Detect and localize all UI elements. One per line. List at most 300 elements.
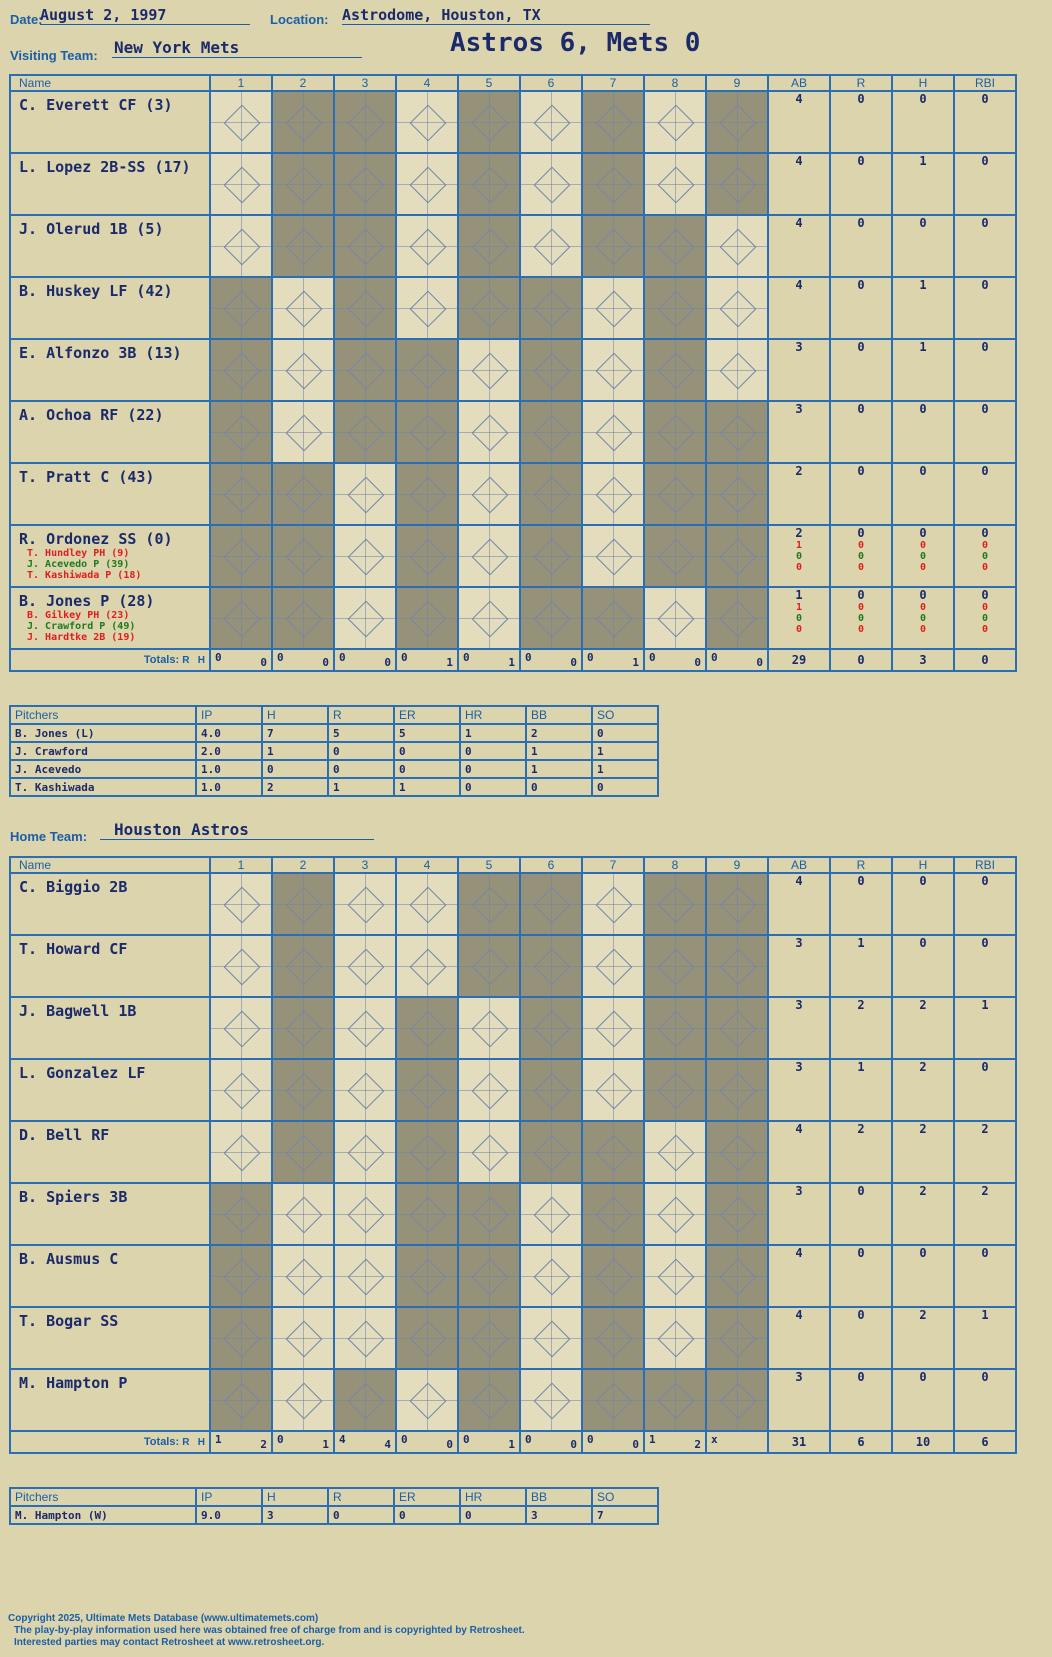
pitcher-stat: 0 — [394, 742, 460, 760]
substitute-name: J. Hardtke 2B (19) — [27, 632, 136, 643]
at-bat-box — [706, 339, 768, 401]
pitcher-stat: 3 — [262, 1506, 328, 1524]
at-bat-box — [458, 1369, 520, 1431]
at-bat-box — [210, 401, 272, 463]
mets-stat-header: R — [830, 75, 892, 91]
at-bat-box — [520, 215, 582, 277]
batter-stat-cell — [892, 1059, 954, 1121]
base-diamond — [720, 291, 757, 328]
stat-value: 2 — [795, 464, 803, 478]
inning-total — [520, 1431, 582, 1453]
at-bat-box — [706, 1059, 768, 1121]
pitcher-stat: 0 — [460, 760, 526, 778]
base-diamond — [410, 601, 447, 638]
at-bat-box — [582, 401, 644, 463]
base-diamond — [224, 477, 261, 514]
mets-stat-header: H — [892, 75, 954, 91]
at-bat-box — [210, 1369, 272, 1431]
stat-value: 2 — [857, 998, 865, 1012]
pitcher-stat-header: BB — [526, 1488, 592, 1506]
pitcher-row — [10, 1506, 658, 1524]
mets-inning-header: 5 — [458, 75, 520, 91]
base-diamond — [286, 105, 323, 142]
stat-value: 1 — [857, 936, 865, 950]
inning-runs: 0 — [277, 1433, 284, 1446]
base-diamond — [348, 539, 385, 576]
astros-stat-header: R — [830, 857, 892, 873]
mets-scorecard — [9, 74, 1017, 672]
base-diamond — [224, 353, 261, 390]
base-diamond — [348, 1259, 385, 1296]
batter-name: M. Hampton P — [19, 1374, 128, 1392]
base-diamond — [534, 887, 571, 924]
pitcher-stat: 0 — [592, 778, 658, 796]
pitcher-stat-header: SO — [592, 706, 658, 724]
batter-stat-cell — [830, 153, 892, 215]
sub-stat-value: 0 — [857, 602, 865, 613]
location-label: Location: — [270, 12, 329, 27]
batter-stat-cell — [830, 463, 892, 525]
astros-batter-row — [10, 1245, 1016, 1307]
base-diamond — [720, 477, 757, 514]
batter-stat-cell — [954, 401, 1016, 463]
base-diamond — [286, 477, 323, 514]
at-bat-box — [644, 1245, 706, 1307]
pitcher-stat: 0 — [460, 742, 526, 760]
astros-batter-row — [10, 873, 1016, 935]
base-diamond — [472, 1073, 509, 1110]
base-diamond — [720, 601, 757, 638]
batter-stat-cell — [892, 997, 954, 1059]
base-diamond — [596, 1321, 633, 1358]
base-diamond — [658, 291, 695, 328]
batter-stat-cell — [768, 1307, 830, 1369]
stat-value: 0 — [981, 1370, 989, 1384]
at-bat-box — [334, 339, 396, 401]
stat-value: 1 — [857, 1060, 865, 1074]
pitcher-stat-header: Pitchers — [10, 1488, 196, 1506]
totals-label: Totals: R H — [10, 1431, 210, 1453]
batter-cell — [10, 153, 210, 215]
batter-name: J. Bagwell 1B — [19, 1002, 137, 1020]
inning-runs: 0 — [401, 1433, 408, 1446]
base-diamond — [658, 887, 695, 924]
base-diamond — [534, 1011, 571, 1048]
base-diamond — [472, 415, 509, 452]
pitcher-stat: 5 — [394, 724, 460, 742]
stat-value: 3 — [795, 936, 803, 950]
at-bat-box — [334, 1369, 396, 1431]
at-bat-box — [520, 935, 582, 997]
mets-inning-header: 1 — [210, 75, 272, 91]
batter-stat-cell — [892, 1121, 954, 1183]
batter-stat-cell — [954, 277, 1016, 339]
at-bat-box — [706, 91, 768, 153]
batter-name: R. Ordonez SS (0) — [19, 530, 173, 548]
pitcher-stat-header: Pitchers — [10, 706, 196, 724]
mets-inning-header: 8 — [644, 75, 706, 91]
at-bat-box — [396, 463, 458, 525]
stat-value: 0 — [857, 874, 865, 888]
at-bat-box — [272, 935, 334, 997]
batter-stat-cell — [830, 1307, 892, 1369]
base-diamond — [472, 167, 509, 204]
stat-value: 2 — [919, 1122, 927, 1136]
at-bat-box — [706, 463, 768, 525]
base-diamond — [224, 1073, 261, 1110]
batter-stat-cell — [830, 91, 892, 153]
inning-hits: 2 — [694, 1438, 701, 1451]
at-bat-box — [272, 1059, 334, 1121]
pitcher-stat: 1.0 — [196, 760, 262, 778]
batter-stat-cell — [830, 935, 892, 997]
inning-runs: 0 — [401, 651, 408, 664]
at-bat-box — [272, 153, 334, 215]
at-bat-box — [272, 215, 334, 277]
inning-hits: 1 — [446, 656, 453, 669]
astros-inning-header: 3 — [334, 857, 396, 873]
at-bat-box — [396, 873, 458, 935]
at-bat-box — [334, 587, 396, 649]
batter-stat-cell — [768, 1059, 830, 1121]
base-diamond — [348, 949, 385, 986]
at-bat-box — [582, 1183, 644, 1245]
batter-cell — [10, 339, 210, 401]
base-diamond — [472, 1383, 509, 1420]
base-diamond — [658, 1073, 695, 1110]
at-bat-box — [706, 1183, 768, 1245]
pitcher-stat: 9.0 — [196, 1506, 262, 1524]
pitcher-stat: 0 — [460, 778, 526, 796]
substitute-name: B. Gilkey PH (23) — [27, 610, 130, 621]
base-diamond — [472, 105, 509, 142]
total-stat: 10 — [892, 1431, 954, 1453]
base-diamond — [658, 1135, 695, 1172]
inning-hits: 2 — [260, 1438, 267, 1451]
base-diamond — [224, 1011, 261, 1048]
stat-value: 0 — [919, 936, 927, 950]
at-bat-box — [644, 91, 706, 153]
batter-name: E. Alfonzo 3B (13) — [19, 344, 182, 362]
at-bat-box — [396, 1059, 458, 1121]
at-bat-box — [396, 935, 458, 997]
substitute-name: J. Crawford P (49) — [27, 621, 136, 632]
at-bat-box — [582, 525, 644, 587]
at-bat-box — [334, 153, 396, 215]
pitcher-stat: 0 — [592, 724, 658, 742]
batter-stat-cell — [892, 463, 954, 525]
base-diamond — [534, 1197, 571, 1234]
at-bat-box — [334, 1245, 396, 1307]
batter-stat-cell — [768, 1183, 830, 1245]
mets-name-header: Name — [10, 75, 210, 91]
base-diamond — [596, 167, 633, 204]
stat-value: 0 — [919, 402, 927, 416]
at-bat-box — [644, 1121, 706, 1183]
base-diamond — [410, 1259, 447, 1296]
base-diamond — [596, 229, 633, 266]
base-diamond — [534, 1135, 571, 1172]
sub-stat-value: 0 — [919, 551, 927, 562]
stat-value: 0 — [981, 526, 989, 540]
pitcher-row — [10, 778, 658, 796]
base-diamond — [596, 1383, 633, 1420]
pitcher-stat: 2.0 — [196, 742, 262, 760]
inning-total — [334, 649, 396, 671]
base-diamond — [720, 1383, 757, 1420]
pitcher-stat: 4.0 — [196, 724, 262, 742]
stat-value: 2 — [919, 1060, 927, 1074]
at-bat-box — [644, 935, 706, 997]
at-bat-box — [582, 1307, 644, 1369]
at-bat-box — [520, 587, 582, 649]
pitcher-stat: 0 — [328, 742, 394, 760]
base-diamond — [534, 353, 571, 390]
sub-stat-value: 0 — [919, 602, 927, 613]
stat-value: 1 — [919, 278, 927, 292]
inning-runs: 0 — [587, 651, 594, 664]
stat-value: 0 — [981, 464, 989, 478]
total-stat: 29 — [768, 649, 830, 671]
game-location: Astrodome, Houston, TX — [342, 6, 650, 25]
at-bat-box — [458, 91, 520, 153]
at-bat-box — [644, 215, 706, 277]
batter-stat-cell — [954, 1245, 1016, 1307]
stat-value: 2 — [795, 526, 803, 540]
base-diamond — [596, 1197, 633, 1234]
at-bat-box — [334, 1121, 396, 1183]
astros-inning-header: 7 — [582, 857, 644, 873]
base-diamond — [472, 1197, 509, 1234]
base-diamond — [348, 1321, 385, 1358]
pitcher-row — [10, 724, 658, 742]
batter-name: L. Gonzalez LF — [19, 1064, 146, 1082]
stat-value: 0 — [857, 1246, 865, 1260]
base-diamond — [534, 105, 571, 142]
stat-value: 2 — [919, 1184, 927, 1198]
inning-runs: 0 — [587, 1433, 594, 1446]
base-diamond — [720, 1259, 757, 1296]
base-diamond — [596, 415, 633, 452]
base-diamond — [534, 415, 571, 452]
base-diamond — [534, 477, 571, 514]
at-bat-box — [396, 401, 458, 463]
inning-runs: 0 — [649, 651, 656, 664]
base-diamond — [410, 949, 447, 986]
batter-stat-cell — [830, 215, 892, 277]
at-bat-box — [582, 215, 644, 277]
astros-name-header: Name — [10, 857, 210, 873]
inning-total — [210, 649, 272, 671]
batter-stat-cell — [768, 997, 830, 1059]
batter-stat-cell — [892, 339, 954, 401]
at-bat-box — [396, 1245, 458, 1307]
game-date: August 2, 1997 — [40, 6, 250, 25]
at-bat-box — [644, 873, 706, 935]
mets-inning-header: 3 — [334, 75, 396, 91]
pitcher-stat: 1 — [526, 742, 592, 760]
mets-batter-row — [10, 215, 1016, 277]
batter-stat-cell — [892, 401, 954, 463]
batter-name: D. Bell RF — [19, 1126, 110, 1144]
mets-inning-header: 2 — [272, 75, 334, 91]
at-bat-box — [706, 587, 768, 649]
base-diamond — [720, 539, 757, 576]
base-diamond — [658, 353, 695, 390]
pitcher-stat-header: SO — [592, 1488, 658, 1506]
at-bat-box — [706, 525, 768, 587]
pitcher-stat: 1 — [592, 742, 658, 760]
footer — [8, 1613, 525, 1649]
inning-total — [272, 1431, 334, 1453]
base-diamond — [720, 415, 757, 452]
at-bat-box — [706, 873, 768, 935]
base-diamond — [286, 601, 323, 638]
at-bat-box — [582, 1121, 644, 1183]
batter-cell — [10, 1059, 210, 1121]
stat-value: 0 — [981, 936, 989, 950]
batter-stat-cell — [830, 1183, 892, 1245]
at-bat-box — [210, 1307, 272, 1369]
base-diamond — [534, 601, 571, 638]
at-bat-box — [706, 277, 768, 339]
base-diamond — [472, 949, 509, 986]
batter-stat-cell — [892, 215, 954, 277]
pitcher-row — [10, 760, 658, 778]
base-diamond — [534, 291, 571, 328]
at-bat-box — [210, 277, 272, 339]
astros-inning-header: 6 — [520, 857, 582, 873]
batter-stat-cell — [830, 339, 892, 401]
astros-batter-row — [10, 935, 1016, 997]
at-bat-box — [210, 1121, 272, 1183]
base-diamond — [348, 1135, 385, 1172]
pitcher-stat-header: H — [262, 1488, 328, 1506]
base-diamond — [720, 949, 757, 986]
stat-value: 4 — [795, 1308, 803, 1322]
stat-value: 0 — [857, 216, 865, 230]
at-bat-box — [706, 215, 768, 277]
at-bat-box — [272, 525, 334, 587]
pitcher-stat: 0 — [328, 1506, 394, 1524]
batter-name: B. Huskey LF (42) — [19, 282, 173, 300]
at-bat-box — [582, 997, 644, 1059]
base-diamond — [410, 291, 447, 328]
inning-runs: 0 — [525, 651, 532, 664]
at-bat-box — [396, 587, 458, 649]
inning-total — [396, 649, 458, 671]
stat-value: 4 — [795, 1246, 803, 1260]
mets-batter-row — [10, 339, 1016, 401]
at-bat-box — [644, 1307, 706, 1369]
pitcher-stat-header: BB — [526, 706, 592, 724]
stat-value: 1 — [981, 1308, 989, 1322]
copyright-text: Copyright 2025, Ultimate Mets Database (www.ultimatemets.com) — [8, 1613, 319, 1624]
at-bat-box — [272, 463, 334, 525]
mets-inning-header: 4 — [396, 75, 458, 91]
inning-total — [334, 1431, 396, 1453]
stat-value: 2 — [919, 998, 927, 1012]
stat-value: 1 — [795, 588, 803, 602]
mets-batter-row — [10, 153, 1016, 215]
sub-stat-value: 0 — [919, 540, 927, 551]
stat-value: 0 — [919, 1246, 927, 1260]
batter-stat-cell — [954, 215, 1016, 277]
batter-stat-cell — [954, 587, 1016, 649]
sub-stat-value: 1 — [795, 602, 803, 613]
at-bat-box — [582, 935, 644, 997]
at-bat-box — [210, 997, 272, 1059]
pitcher-stat: 0 — [460, 1506, 526, 1524]
base-diamond — [286, 1135, 323, 1172]
batter-stat-cell — [954, 1059, 1016, 1121]
base-diamond — [224, 1383, 261, 1420]
total-stat: 6 — [954, 1431, 1016, 1453]
stat-value: 0 — [857, 1184, 865, 1198]
at-bat-box — [520, 339, 582, 401]
base-diamond — [596, 887, 633, 924]
pitcher-stat: 1 — [394, 778, 460, 796]
batter-stat-cell — [768, 525, 830, 587]
base-diamond — [348, 415, 385, 452]
base-diamond — [348, 477, 385, 514]
sub-stat-value: 0 — [919, 613, 927, 624]
retrosheet-contact: Interested parties may contact Retrosheet at www.retrosheet.org. — [14, 1637, 325, 1648]
pitcher-name: T. Kashiwada — [10, 778, 196, 796]
batter-name: A. Ochoa RF (22) — [19, 406, 164, 424]
total-stat: 0 — [830, 649, 892, 671]
base-diamond — [658, 601, 695, 638]
at-bat-box — [582, 153, 644, 215]
mets-inning-header: 6 — [520, 75, 582, 91]
batter-stat-cell — [768, 339, 830, 401]
at-bat-box — [582, 587, 644, 649]
stat-value: 2 — [919, 1308, 927, 1322]
pitcher-stat-header: IP — [196, 706, 262, 724]
at-bat-box — [272, 1121, 334, 1183]
pitcher-stat: 1 — [328, 778, 394, 796]
at-bat-box — [644, 339, 706, 401]
batter-stat-cell — [768, 215, 830, 277]
base-diamond — [286, 353, 323, 390]
base-diamond — [472, 477, 509, 514]
sub-stat-value: 1 — [795, 540, 803, 551]
stat-value: 0 — [981, 588, 989, 602]
inning-total — [210, 1431, 272, 1453]
at-bat-box — [334, 91, 396, 153]
pitcher-stat: 0 — [526, 778, 592, 796]
base-diamond — [534, 1259, 571, 1296]
astros-pitchers-table — [9, 1487, 659, 1525]
pitcher-stat-header: HR — [460, 706, 526, 724]
astros-inning-header: 4 — [396, 857, 458, 873]
inning-total — [582, 1431, 644, 1453]
astros-batter-row — [10, 1369, 1016, 1431]
base-diamond — [534, 1383, 571, 1420]
batter-stat-cell — [954, 1369, 1016, 1431]
at-bat-box — [520, 277, 582, 339]
base-diamond — [658, 539, 695, 576]
astros-batter-row — [10, 1059, 1016, 1121]
base-diamond — [348, 167, 385, 204]
inning-total — [644, 1431, 706, 1453]
batter-stat-cell — [830, 1121, 892, 1183]
at-bat-box — [272, 1307, 334, 1369]
base-diamond — [410, 167, 447, 204]
pitcher-name: M. Hampton (W) — [10, 1506, 196, 1524]
batter-stat-cell — [830, 587, 892, 649]
at-bat-box — [458, 587, 520, 649]
